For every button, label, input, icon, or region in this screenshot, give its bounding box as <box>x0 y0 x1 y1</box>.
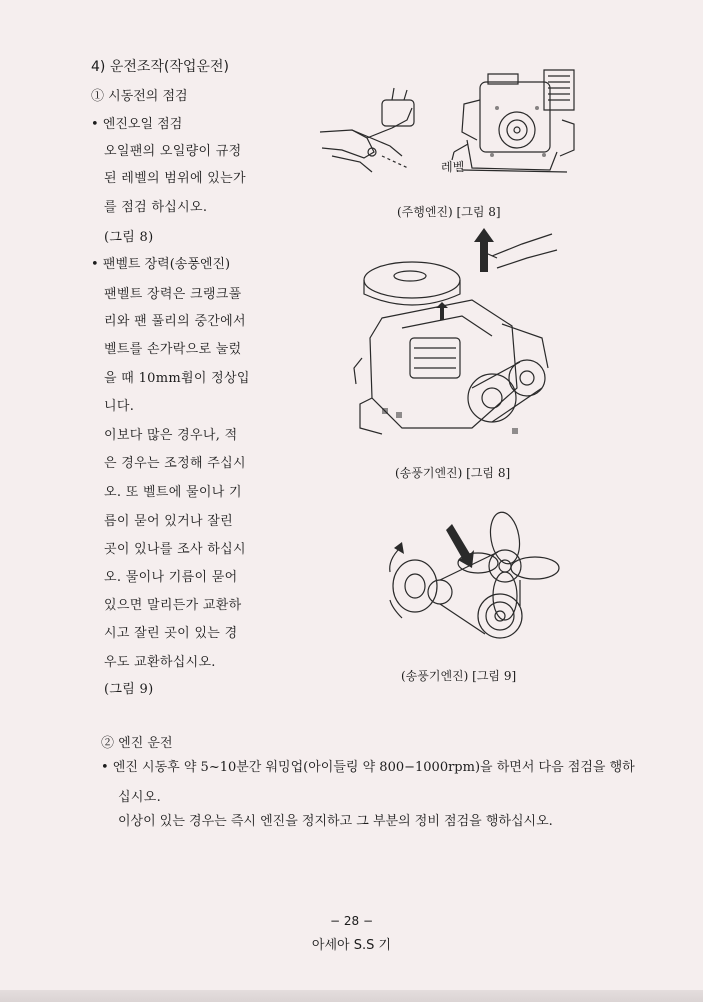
scan-edge <box>0 990 703 1002</box>
belt-line: 팬벨트 장력은 크랭크풀 <box>104 287 242 302</box>
step2-bullet: • 엔진 시동후 약 5~10분간 워밍업(아이들링 약 800−1000rpm)을 하면서 다음 점검을 행하 <box>101 760 635 775</box>
belt-line: 은 경우는 조정해 주십시 <box>104 456 246 471</box>
belt-line: 있으면 말리든가 교환하 <box>104 598 242 613</box>
step2-line: 이상이 있는 경우는 즉시 엔진을 정지하고 그 부분의 정비 점검을 행하십시오. <box>118 814 553 829</box>
belt-line: 을 때 10mm휨이 정상입 <box>104 371 250 386</box>
step2-continuation: 십시오. <box>118 790 162 805</box>
belt-line: 니다. <box>104 399 135 414</box>
belt-line: 리와 팬 풀리의 중간에서 <box>104 314 246 329</box>
belt-line: 곳이 있나를 조사 하십시 <box>104 542 246 557</box>
belt-line: 이보다 많은 경우나, 적 <box>104 428 238 443</box>
belt-line: 오. 물이나 기름이 묻어 <box>104 570 238 585</box>
belt-line: 름이 묻어 있거나 잘린 <box>104 514 234 529</box>
page-number: − 28 − <box>329 914 373 928</box>
belt-line: 오. 또 벨트에 물이나 기 <box>104 485 242 500</box>
publisher-footer: 아세아 S.S 기 <box>311 938 392 953</box>
belt-line: 우도 교환하십시오. <box>104 655 216 670</box>
belt-line: 시고 잘린 곳이 있는 경 <box>104 626 238 641</box>
oil-line: 를 점검 하십시오. <box>104 200 208 215</box>
belt-line: (그림 9) <box>104 682 154 697</box>
belt-line: 벨트를 손가락으로 눌렀 <box>104 342 242 357</box>
section-title: 4) 운전조작(작업운전) <box>91 59 229 75</box>
oil-line: 된 레벨의 범위에 있는가 <box>104 171 246 186</box>
oil-check-bullet: • 엔진오일 점검 <box>91 117 183 132</box>
belt-pulley-figure <box>380 508 560 643</box>
figure-caption: (송풍기엔진) [그림 8] <box>395 466 511 480</box>
oil-line: (그림 8) <box>104 230 154 245</box>
belt-check-bullet: • 팬벨트 장력(송풍엔진) <box>91 257 231 272</box>
step1-heading: ① 시동전의 점검 <box>91 89 188 104</box>
figure-caption: (주행엔진) [그림 8] <box>397 205 501 219</box>
step2-heading: ② 엔진 운전 <box>101 736 173 751</box>
level-label: 레벨 <box>441 160 465 174</box>
oil-line: 오일팬의 오일량이 규정 <box>104 144 242 159</box>
fan-belt-tension-figure <box>352 228 562 460</box>
figure-caption: (송풍기엔진) [그림 9] <box>401 669 517 683</box>
